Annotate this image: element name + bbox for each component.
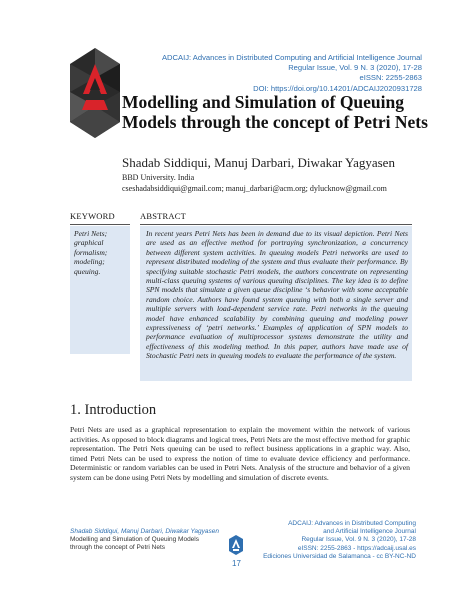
author-emails: cseshadabsiddiqui@gmail.com; manuj_darbari@acm.org; dylucknow@gmail.com: [122, 184, 387, 193]
journal-issue: Regular Issue, Vol. 9 N. 3 (2020), 17-28: [288, 63, 422, 73]
title-line-2: Models through the concept of Petri Nets: [122, 112, 428, 132]
footer-title-line-1: Modelling and Simulation of Queuing Models: [70, 536, 199, 544]
page-number: 17: [232, 559, 241, 568]
journal-header: [122, 53, 422, 94]
journal-name: ADCAIJ: Advances in Distributed Computing and Artificial Intelligence Journal: [161, 53, 422, 62]
section-heading-introduction: 1. Introduction: [70, 402, 157, 418]
footer-title-line-2: through the concept of Petri Nets: [70, 544, 166, 552]
authors: Shadab Siddiqui, Manuj Darbari, Diwakar Yagyasen: [122, 155, 395, 170]
footer-issue: Regular Issue, Vol. 9 N. 3 (2020), 17-28: [301, 536, 416, 544]
keyword-heading: KEYWORD: [70, 211, 115, 221]
journal-eissn: eISSN: 2255-2863: [359, 73, 422, 83]
adcaij-logo: [70, 48, 120, 138]
footer-publisher: Ediciones Universidad de Salamanca - cc BY-NC-ND: [263, 552, 416, 560]
journal-doi-link[interactable]: DOI: https://doi.org/10.14201/ADCAIJ2020931728: [253, 83, 422, 93]
title-line-1: Modelling and Simulation of Queuing: [122, 92, 405, 112]
footer-journal-name-1: ADCAIJ: Advances in Distributed Computing: [288, 520, 416, 527]
footer-journal-info: [236, 520, 416, 561]
abstract-heading: ABSTRACT: [140, 211, 186, 221]
paper-title: [122, 92, 442, 132]
affiliation: BBD University. India: [122, 173, 195, 182]
keyword-rule: [70, 224, 130, 225]
footer-journal-name-2: and Artificial Intelligence Journal: [323, 528, 416, 536]
abstract-rule: [140, 224, 412, 225]
footer-authors: Shadab Siddiqui, Manuj Darbari, Diwakar Yagyasen: [70, 528, 219, 535]
introduction-paragraph: Petri Nets are used as a graphical representation to explain the movement within the network of various activities. As opposed to block diagrams and logical trees, Petri Nets are the most effective method for graphic representation. The Petri Nets queuing can be used to reflect business applications in a graphic way. Also, timed Petri Nets can be used to express the notion of time to evaluate device efficiency and performance. Deterministic or random variables can be used in Petri Nets. Analysis of the structure and behavior of a given system can be done using Petri Nets by modelling and simulation of discrete events.: [70, 425, 410, 482]
footer-eissn-link[interactable]: eISSN: 2255-2863 - https://adcaij.usal.es: [297, 544, 416, 552]
footer-citation: [70, 528, 230, 553]
keywords-text: Petri Nets; graphical formalism; modeling; queuing.: [74, 229, 108, 276]
abstract-text: In recent years Petri Nets has been in demand due to its visual depiction. Petri Nets are used as an effective method for portraying synchronization, a concurrency between different system activities. In queuing models Petri networks are used to represent distributed modeling of the system and thus evaluate their performance. By specifying suitable stochastic Petri models, the authors concentrate on representing multi-class queuing systems of various queuing disciplines. The key idea is to define SPN models that simulate a given queue discipline ‘s behavior with some acceptable random choice. Authors have found system queuing with both a single server and multiple servers with load-dependent service rate. Petri networks in the queuing model have enhanced scalability by combining queuing and modeling power expressiveness of ‘petri networks.’ Examples of application of SPN models to performance evaluation of multiprocessor systems demonstrate the utility and effectiveness of this modeling method. In this paper, authors have made use of Stochastic Petri nets in queuing models to evaluate the performance of the system.: [146, 229, 408, 361]
